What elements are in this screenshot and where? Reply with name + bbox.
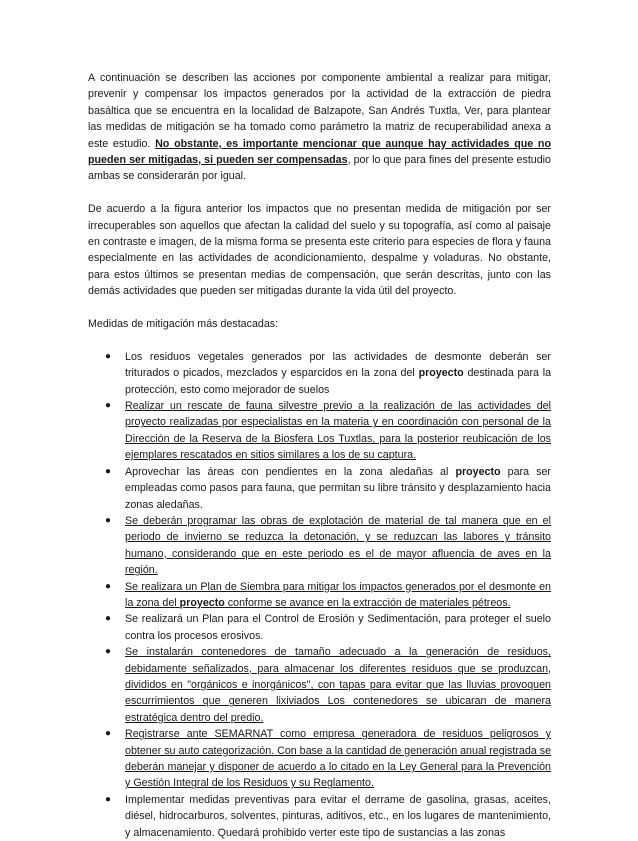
list-item-text: Registrarse ante SEMARNAT como empresa generadora de residuos peligrosos y obtener su auto categorización. Con base a la cantidad de generación anual registrada se deberán manejar y disponer de acuerdo a lo citado en la Ley General para la Prevención y Gestión Integral de los Residuos y su Reglamento. (125, 728, 552, 790)
list-item (88, 579, 551, 612)
list-item-text: Se realizará un Plan para el Control de Erosión y Sedimentación, para proteger el suelo contra los procesos erosivos. (125, 613, 551, 642)
bullet-icon: ● (105, 728, 112, 740)
list-item-text: conforme se avance en la extracción de materiales pétreos. (224, 596, 511, 609)
list-item-text: Se instalarán contenedores de tamaño adecuado a la generación de residuos, debidamente señalizados, para almacenar los diferentes residuos que se produzcan, divididos en "orgánicos e inorgánicos", con tapas para evitar que las lluvias provoquen escurrimientos que generen lixiviados Los contenedores se ubicaran de manera estratégica dentro del predio. (125, 646, 551, 724)
intro-paragraph (88, 70, 551, 185)
list-item-text: Los residuos vegetales generados por las actividades de desmonte deberán ser triturados o picados, mezclados y esparcidos en la zona del (125, 350, 551, 380)
list-item-text: Se deberán programar las obras de explotación de material de tal manera que en el periodo de invierno se reduzca la detonación, y se reduzcan las labores y tránsito humano, considerando que en este periodo es el de mayor afluencia de aves en la región. (125, 514, 551, 577)
list-item-bold: proyecto (418, 367, 464, 380)
list-item (88, 644, 551, 726)
bullet-icon: ● (105, 514, 112, 526)
document-page (88, 70, 551, 841)
bullet-icon: ● (105, 350, 112, 362)
bullet-icon: ● (105, 400, 112, 412)
mitigation-heading: Medidas de mitigación más destacadas: (88, 318, 279, 331)
list-item (88, 726, 551, 792)
intro-tail: , por lo que para fines del presente estudio ambas se considerarán por igual. (88, 154, 551, 183)
mitigation-list (88, 349, 551, 841)
list-item (88, 513, 551, 579)
list-item (88, 398, 551, 464)
list-item-text: Implementar medidas preventivas para evitar el derrame de gasolina, grasas, aceites, diésel, hidrocarburos, solventes, pinturas, aditivos, etc., en los lugares de mantenimiento, y almacenamiento. Quedará prohibido verter este tipo de sustancias a las zonas (125, 793, 551, 839)
intro-emphasis: No obstante, es importante mencionar que aunque hay actividades que no pueden ser mitigadas, si pueden ser compensadas (88, 137, 551, 167)
list-item-bold: proyecto (179, 596, 225, 609)
list-item-text: destinada para la protección, esto como mejorador de suelos (125, 367, 552, 396)
list-item (88, 792, 551, 841)
list-item (88, 464, 551, 513)
bullet-icon: ● (105, 465, 112, 477)
list-item (88, 611, 551, 644)
list-item-text: Realizar un rescate de fauna silvestre previo a la realización de las actividades del proyecto realizadas por especialistas en la materia y en coordinación con personal de la Dirección de la Reserva de la Biosfera Los Tuxtlas, para la posterior reubicación de los ejemplares rescatados en sitios similares a los de su captura. (125, 400, 551, 462)
intro-text: A continuación se describen las acciones por componente ambiental a realizar para mitigar, prevenir y compensar los impactos generados por la actividad de la extracción de piedra basáltica que se encuentra en la localidad de Balzapote, San Andrés Tuxtla, Ver, para plantear las medidas de mitigación se ha tomado como parámetro la matriz de recuperabilidad anexa a este estudio. (88, 72, 551, 150)
list-item (88, 349, 551, 398)
list-item-text: Se realizara un Plan de Siembra para mitigar los impactos generados por el desmonte en la zona del (125, 580, 551, 609)
list-item-text: para ser empleadas como pasos para fauna, que permitan su libre tránsito y desplazamiento hacia zonas aledañas. (125, 465, 551, 511)
list-item-bold: proyecto (455, 465, 501, 478)
list-item-text: Aprovechar las áreas con pendientes en la zona aledañas al (125, 465, 456, 478)
bullet-icon: ● (105, 646, 112, 658)
impacts-paragraph: De acuerdo a la figura anterior los impactos que no presentan medida de mitigación por ser irrecuperables son aquellos que afectan la calidad del suelo y su topografía, así como al paisaje en contraste e imagen, de la misma forma se presenta este criterio para especies de flora y fauna especialmente en las actividades de acondicionamiento, despalme y voladuras. No obstante, para estos últimos se presentan medias de compensación, que serán descritas, junto con las demás actividades que pueden ser mitigadas durante la vida útil del proyecto. (88, 203, 551, 298)
bullet-icon: ● (105, 613, 112, 625)
bullet-icon: ● (105, 793, 112, 805)
bullet-icon: ● (105, 580, 112, 592)
